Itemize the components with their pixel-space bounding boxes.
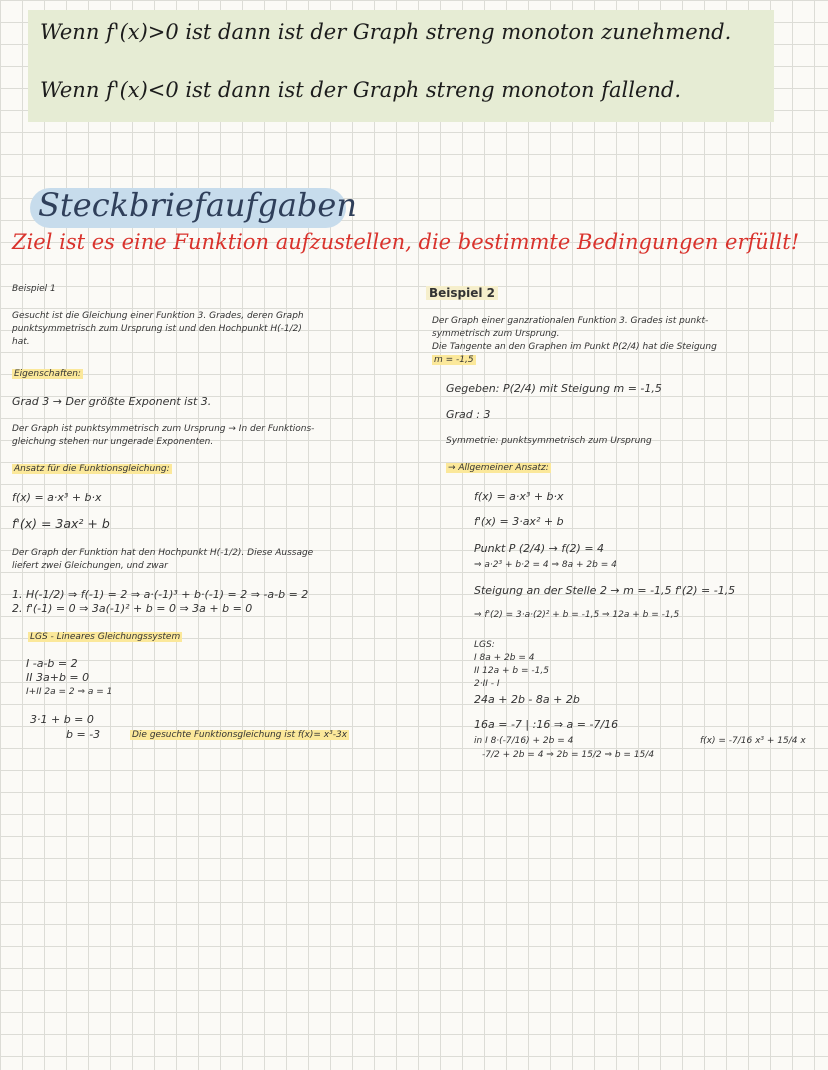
- example1-lgs-eq1: I -a-b = 2: [26, 657, 78, 670]
- example1-derivative: f'(x) = 3ax² + b: [12, 516, 110, 531]
- rule-decreasing: Wenn f'(x)<0 ist dann ist der Graph streng monoton fallend.: [40, 78, 682, 102]
- example2-symmetry: Symmetrie: punktsymmetrisch zum Ursprung: [446, 436, 652, 446]
- example1-task-line1: Gesucht ist die Gleichung einer Funktion 3. Grades, deren Graph: [12, 311, 304, 321]
- example1-task-line3: hat.: [12, 337, 30, 347]
- example2-lgs-heading: LGS:: [474, 640, 495, 650]
- example1-equation1: 1. H(-1/2) ⇒ f(-1) = 2 ⇒ a·(-1)³ + b·(-1) = 2 ⇒ -a-b = 2: [12, 588, 309, 601]
- example1-heading: Beispiel 1: [12, 284, 56, 294]
- example2-point: Punkt P (2/4) → f(2) = 4: [474, 542, 605, 555]
- example1-degree: Grad 3 → Der größte Exponent ist 3.: [12, 395, 212, 408]
- goal-statement: Ziel ist es eine Funktion aufzustellen, die bestimmte Bedingungen erfüllt!: [12, 230, 800, 254]
- example1-ansatz-heading: Ansatz für die Funktionsgleichung:: [14, 464, 170, 474]
- example1-lgs-heading: LGS - Lineares Gleichungssystem: [30, 632, 181, 642]
- example1-calc1: 3·1 + b = 0: [30, 713, 94, 726]
- example2-given: Gegeben: P(2/4) mit Steigung m = -1,5: [446, 382, 662, 395]
- example1-properties-heading: Eigenschaften:: [14, 369, 81, 379]
- example1-maximum-line1: Der Graph der Funktion hat den Hochpunkt H(-1/2). Diese Aussage: [12, 548, 314, 558]
- example2-derivative: f'(x) = 3·ax² + b: [474, 515, 564, 528]
- example1-symmetry-line2: gleichung stehen nur ungerade Exponenten.: [12, 437, 214, 447]
- example2-heading: Beispiel 2: [426, 282, 498, 301]
- example2-ansatz-heading: → Allgemeiner Ansatz:: [448, 463, 549, 473]
- example1-calc2: b = -3: [66, 728, 101, 741]
- example2-task-line4: m = -1,5: [434, 355, 474, 365]
- example2-point-calc: ⇒ a·2³ + b·2 = 4 ⇒ 8a + 2b = 4: [474, 560, 617, 570]
- example1-lgs-eq2: II 3a+b = 0: [26, 671, 90, 684]
- example1-maximum-line2: liefert zwei Gleichungen, und zwar: [12, 561, 168, 571]
- example1-result: Die gesuchte Funktionsgleichung ist f(x)= x³-3x: [132, 730, 348, 740]
- example1-task-line2: punktsymmetrisch zum Ursprung ist und den Hochpunkt H(-1/2): [12, 324, 302, 334]
- example2-degree: Grad : 3: [446, 408, 491, 421]
- example2-solution2: in I 8·(-7/16) + 2b = 4: [474, 736, 574, 746]
- example2-solution1: 16a = -7 | :16 ⇒ a = -7/16: [474, 718, 619, 731]
- example2-result: f(x) = -7/16 x³ + 15/4 x: [700, 736, 806, 746]
- example2-lgs-eq2: II 12a + b = -1,5: [474, 666, 549, 676]
- example2-lgs-eq1: I 8a + 2b = 4: [474, 653, 535, 663]
- section-title: Steckbriefaufgaben: [38, 186, 357, 224]
- example1-lgs-eq3: I+II 2a = 2 ⇒ a = 1: [26, 687, 113, 697]
- rule-increasing: Wenn f'(x)>0 ist dann ist der Graph streng monoton zunehmend.: [40, 20, 732, 44]
- example2-task-line3: Die Tangente an den Graphen im Punkt P(2/4) hat die Steigung: [432, 342, 717, 352]
- example1-symmetry-line1: Der Graph ist punktsymmetrisch zum Ursprung → In der Funktions-: [12, 424, 315, 434]
- example2-lgs-eq3: 2·II - I: [474, 679, 500, 689]
- example1-equation2: 2. f'(-1) = 0 ⇒ 3a(-1)² + b = 0 ⇒ 3a + b = 0: [12, 602, 253, 615]
- example2-lgs-eq4: 24a + 2b - 8a + 2b: [474, 693, 580, 706]
- example2-solution3: -7/2 + 2b = 4 ⇒ 2b = 15/2 ⇒ b = 15/4: [482, 750, 655, 760]
- example2-task-line2: symmetrisch zum Ursprung.: [432, 329, 560, 339]
- example2-slope: Steigung an der Stelle 2 → m = -1,5 f'(2) = -1,5: [474, 584, 736, 597]
- example2-slope-calc: ⇒ f'(2) = 3·a·(2)² + b = -1,5 ⇒ 12a + b = -1,5: [474, 610, 680, 620]
- example2-function: f(x) = a·x³ + b·x: [474, 490, 564, 503]
- example2-task-line1: Der Graph einer ganzrationalen Funktion 3. Grades ist punkt-: [432, 316, 709, 326]
- example1-function: f(x) = a·x³ + b·x: [12, 491, 102, 504]
